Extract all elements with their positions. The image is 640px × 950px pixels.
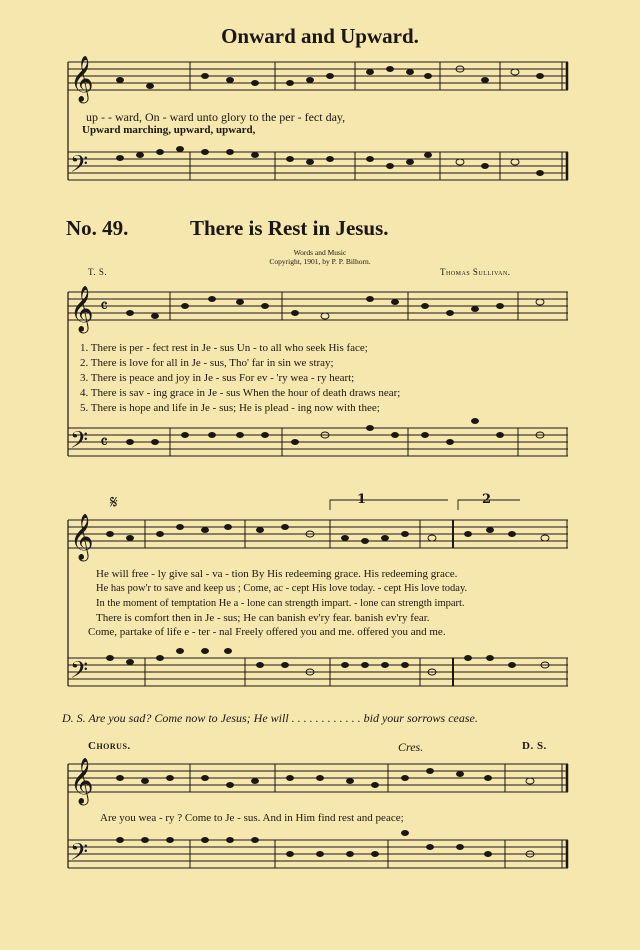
hymn-title: There is Rest in Jesus.	[190, 216, 389, 240]
verse-line: Come, partake of life e - ter - nal Freely offered you and me. offered you and me.	[88, 626, 446, 638]
second-ending: 2	[482, 492, 492, 507]
lyric-line: up - - ward, On - ward unto glory to the per - fect day,	[86, 110, 346, 124]
verse-line: 1. There is per - fect rest in Je - sus Un - to all who seek His face;	[80, 342, 368, 354]
segno-sign: 𝄋	[110, 492, 118, 513]
ds-line: D. S. Are you sad? Come now to Jesus; He will . . . . . . . . . . . . bid your sorrows cease.	[62, 711, 478, 725]
chorus-label: Chorus.	[88, 740, 131, 752]
credit-line: Copyright, 1901, by P. P. Bilhorn.	[269, 257, 371, 266]
verse-line: There is comfort then in Je - sus; He can banish ev'ry fear. banish ev'ry fear.	[96, 612, 430, 624]
author-left: T. S.	[88, 267, 108, 277]
hymn-number: No. 49.	[66, 216, 129, 240]
svg-text:𝄞: 𝄞	[70, 758, 94, 804]
notes-system-2	[127, 297, 545, 445]
svg-text:𝄢: 𝄢	[70, 838, 89, 871]
author-right: Thomas Sullivan.	[440, 267, 511, 277]
credit-line: Words and Music	[293, 248, 347, 257]
treble-clef: 𝄞	[70, 56, 94, 102]
svg-text:𝄞: 𝄞	[70, 514, 94, 560]
svg-text:𝄞: 𝄞	[70, 286, 94, 332]
verse-line: In the moment of temptation He a - lone can strength impart. - lone can strength impart.	[96, 598, 465, 609]
chorus-lyric: Are you wea - ry ? Come to Je - sus. And in Him find rest and peace;	[100, 812, 404, 824]
verse-line: 4. There is sav - ing grace in Je - sus When the hour of death draws near;	[80, 387, 401, 399]
bass-clef: 𝄢	[70, 150, 89, 183]
verse-line: He has pow'r to save and keep us ; Come, ac - cept His love today. - cept His love today.	[96, 583, 468, 594]
lyric-line: Upward marching, upward, upward,	[82, 124, 256, 136]
svg-text:𝄢: 𝄢	[70, 656, 89, 689]
verse-line: 5. There is hope and life in Je - sus; He is plead - ing now with thee;	[80, 402, 380, 414]
ds-label: D. S.	[522, 740, 547, 752]
svg-text:𝄴: 𝄴	[100, 432, 109, 453]
cres-label: Cres.	[398, 740, 424, 754]
staff-lines	[68, 62, 568, 90]
first-ending: 1	[357, 492, 367, 507]
verse-line: 3. There is peace and joy in Je - sus For ev - 'ry wea - ry heart;	[80, 372, 355, 384]
svg-text:𝄴: 𝄴	[100, 296, 109, 317]
svg-text:𝄢: 𝄢	[70, 426, 89, 459]
verse-line: He will free - ly give sal - va - tion By His redeeming grace. His redeeming grace.	[96, 568, 458, 580]
verse-line: 2. There is love for all in Je - sus, Tho' far in sin we stray;	[80, 357, 334, 369]
hymn-title: Onward and Upward.	[221, 24, 419, 48]
